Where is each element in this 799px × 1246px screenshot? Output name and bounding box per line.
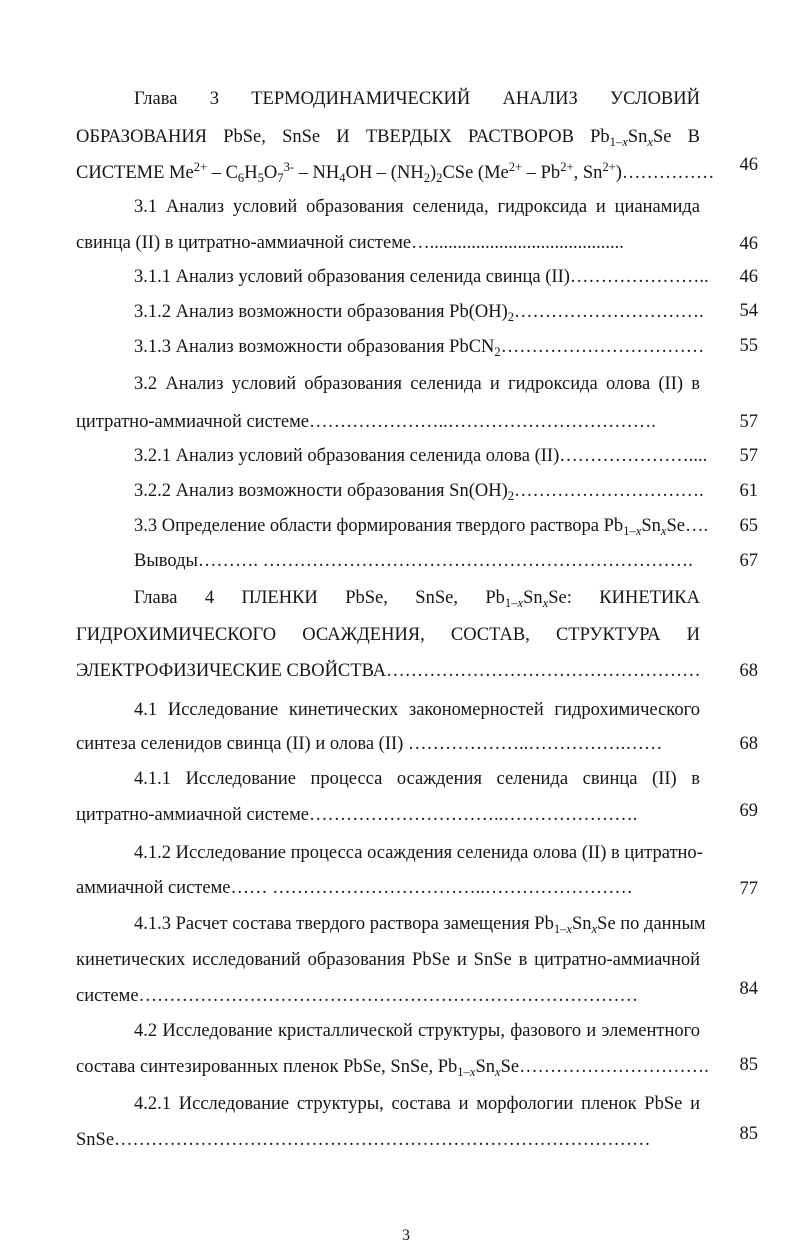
toc-entry-line: 4.1.3 Расчет состава твердого раствора замещения $Pb_{1-x}Sn_xSe$ по данным bbox=[134, 914, 706, 936]
toc-entry-line: ГИДРОХИМИЧЕСКОГО ОСАЖДЕНИЯ, СОСТАВ, СТРУКТУРА И bbox=[76, 625, 700, 645]
toc-entry-line: цитратно-аммиачной системе…………………..……………………………. bbox=[76, 412, 656, 432]
toc-page-number: 85 bbox=[739, 1124, 758, 1144]
toc-entry-line: 4.1.2 Исследование процесса осаждения селенида олова (II) в цитратно- bbox=[134, 843, 703, 863]
toc-entry-line: Глава 4 ПЛЕНКИ PbSe, SnSe, $Pb_{1-x}Sn_xSe$: КИНЕТИКА bbox=[134, 588, 700, 610]
toc-entry-line: ЭЛЕКТРОФИЗИЧЕСКИЕ СВОЙСТВА…………………………………………… bbox=[76, 661, 701, 681]
toc-entry-line: 3.2.1 Анализ условий образования селенида олова (II)………………….... bbox=[134, 446, 708, 466]
toc-entry-line: 4.1 Исследование кинетических закономерностей гидрохимического bbox=[134, 700, 700, 720]
toc-entry-line: Выводы………. ……………………………………………………………. bbox=[134, 551, 693, 571]
toc-entry-line: СИСТЕМЕ $Me^{2+} - C_6H_5O_7^{3-} - NH_4OH - (NH_2)_2CSe$ ($Me^{2+} - Pb^{2+}$, $Sn^{2+})\dots\dots\dots\dots\dots$ bbox=[76, 160, 715, 185]
toc-entry-line: состава синтезированных пленок PbSe, SnSe, $Pb_{1-x}Sn_xSe\dots\dots\dots\dots\dots\dots\dots\dots\dots\dots$. bbox=[76, 1057, 709, 1079]
toc-entry-line: кинетических исследований образования PbSe и SnSe в цитратно-аммиачной bbox=[76, 950, 700, 970]
toc-entry-line: 3.1.2 Анализ возможности образования $Pb(OH)_2\dots\dots\dots\dots\dots\dots\dots\dots\dots\dots$. bbox=[134, 302, 704, 324]
toc-entry-line: 3.1 Анализ условий образования селенида, гидроксида и цианамида bbox=[134, 197, 700, 217]
toc-page-number: 54 bbox=[739, 301, 758, 321]
toc-page-number: 61 bbox=[739, 481, 758, 501]
toc-entry-line: 4.1.1 Исследование процесса осаждения селенида свинца (II) в bbox=[134, 769, 700, 789]
toc-page-number: 55 bbox=[739, 336, 758, 356]
toc-entry-line: 3.2 Анализ условий образования селенида и гидроксида олова (II) в bbox=[134, 374, 700, 394]
toc-page-number: 46 bbox=[739, 155, 758, 175]
toc-page-number: 68 bbox=[739, 734, 758, 754]
toc-page-number: 69 bbox=[739, 801, 758, 821]
toc-page-number: 68 bbox=[739, 661, 758, 681]
toc-entry-line: 3.1.3 Анализ возможности образования PbCN$_2$…………………………… bbox=[134, 337, 705, 359]
toc-entry-line: 3.3 Определение области формирования твердого раствора $Pb_{1-x}Sn_xSe\dots$. bbox=[134, 516, 709, 538]
toc-page-number: 65 bbox=[739, 516, 758, 536]
toc-entry-line: синтеза селенидов свинца (II) и олова (II) ………………..…………….…… bbox=[76, 734, 663, 754]
toc-page-number: 67 bbox=[739, 551, 758, 571]
toc-entry-line: системе……………………………………………………………………… bbox=[76, 986, 639, 1006]
toc-entry-line: свинца (II) в цитратно-аммиачной системе….......................................... bbox=[76, 233, 624, 253]
toc-page-number: 46 bbox=[739, 267, 758, 287]
toc-page-number: 57 bbox=[739, 412, 758, 432]
toc-page-number: 85 bbox=[739, 1055, 758, 1075]
toc-page-number: 46 bbox=[739, 234, 758, 254]
toc-entry-line: 4.2 Исследование кристаллической структуры, фазового и элементного bbox=[134, 1021, 700, 1041]
toc-entry-line: ОБРАЗОВАНИЯ PbSe, SnSe И ТВЕРДЫХ РАСТВОРОВ $Pb_{1-x}Sn_xSe$ В bbox=[76, 127, 701, 149]
page-number: 3 bbox=[402, 1227, 410, 1244]
toc-entry-line: 4.2.1 Исследование структуры, состава и морфологии пленок PbSe и bbox=[134, 1094, 700, 1114]
toc-entry-line: 3.2.2 Анализ возможности образования $Sn(OH)_2\dots\dots\dots\dots\dots\dots\dots\dots\dots\dots$. bbox=[134, 481, 704, 503]
toc-entry-line: аммиачной системе…… ……………………………..…………………… bbox=[76, 878, 633, 898]
toc-entry-line: SnSe…………………………………………………………………………… bbox=[76, 1130, 651, 1150]
toc-page-number: 84 bbox=[739, 979, 758, 999]
toc-entry-line: цитратно-аммиачной системе…………………………..…………………. bbox=[76, 805, 638, 825]
toc-page-number: 57 bbox=[739, 446, 758, 466]
toc-entry-line: Глава 3 ТЕРМОДИНАМИЧЕСКИЙ АНАЛИЗ УСЛОВИЙ bbox=[134, 89, 700, 109]
toc-entry-line: 3.1.1 Анализ условий образования селенида свинца (II)………………….. bbox=[134, 267, 709, 287]
toc-page-number: 77 bbox=[739, 879, 758, 899]
